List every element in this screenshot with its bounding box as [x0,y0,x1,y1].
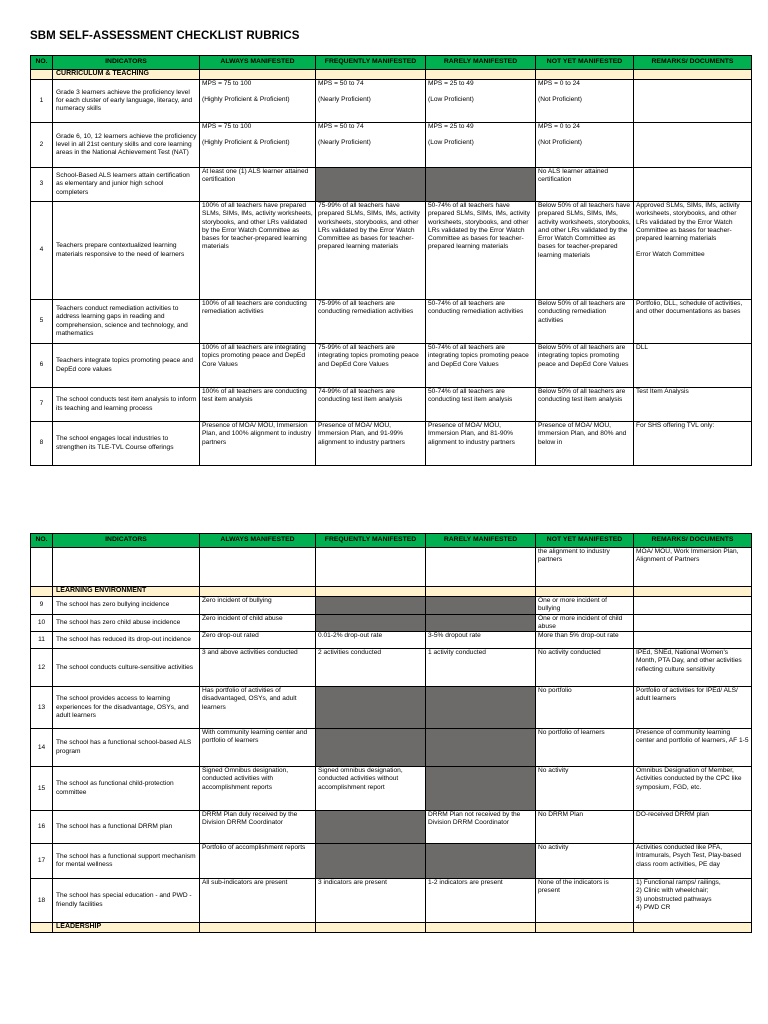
cell-text-line: 100% of all teachers are conducting test item analysis [202,388,307,404]
cell-text-line: (Nearly Proficient) [318,96,371,104]
header-always: ALWAYS MANIFESTED [200,56,316,70]
always-manifested-cell [200,614,316,632]
row-number: 7 [31,388,53,422]
remarks-cell [634,844,752,879]
table-row [31,168,752,202]
header-rarely: RARELY MANIFESTED [426,534,536,548]
cell-text-line: 50-74% of all teachers are conducting test item analysis [428,388,513,404]
cell-text-line: At least one (1) ALS learner attained certification [202,168,309,184]
row-number: 12 [31,649,53,687]
cell-text-line: (Low Proficient) [428,139,474,147]
frequently-manifested-cell-shaded [316,687,426,729]
header-remarks: REMARKS/ DOCUMENTS [634,534,752,548]
indicator-cell: The school has special education - and PWD - friendly facilities [53,879,200,923]
cell-text-line: Below 50% of all teachers are conducting test item analysis [538,388,626,404]
row-number: 3 [31,168,53,202]
document-title: SBM SELF-ASSESSMENT CHECKLIST RUBRICS [30,30,300,42]
cell-text-line: 75-99% of all teachers have prepared SLMs, SIMs, IMs, activity worksheets, storybooks, and other LRs validated by the Error Watch Committee as bases for teacher-prepared learning materials [318,202,420,251]
cell-text-line: All sub-indicators are present [202,879,288,887]
header-no: NO. [31,534,53,548]
cell-text-line: Activities conducted like PFA, Intramurals, Psych Test, Play-based class room activities, PE day [636,844,742,868]
cell-text-line: 1 activity conducted [428,649,486,657]
cell-text-line: 100% of all teachers are conducting remediation activities [202,300,307,316]
cell-text-line: 3-5% dropout rate [428,632,481,640]
section-empty-cell [634,70,752,80]
rarely-manifested-cell [426,388,536,422]
cell-text-line: 3 indicators are present [318,879,387,887]
row-number: 8 [31,422,53,466]
section-label: CURRICULUM & TEACHING [53,70,200,80]
cell-text-line: 74-99% of all teachers are conducting test item analysis [318,388,403,404]
cell-text-line: MPS = 75 to 100 [202,80,252,87]
rarely-manifested-cell-shaded [426,597,536,615]
cell-text-line [318,88,423,96]
always-manifested-cell [200,649,316,687]
section-empty-cell [536,70,634,80]
row-number: 15 [31,767,53,811]
not-yet-manifested-cell [536,548,634,587]
not-yet-manifested-cell [536,767,634,811]
row-number: 18 [31,879,53,923]
section-no-cell [31,923,53,933]
header-not-yet: NOT YET MANIFESTED [536,56,634,70]
table-row [31,632,752,649]
cell-text-line: the alignment to industry partners [538,548,610,564]
remarks-cell [634,597,752,615]
rarely-manifested-cell-shaded [426,614,536,632]
not-yet-manifested-cell [536,202,634,300]
always-manifested-cell [200,80,316,123]
table-row [31,687,752,729]
table-header-row [31,56,752,70]
remarks-cell [634,344,752,388]
cell-text-line: MPS = 75 to 100 [202,123,252,130]
cell-text-line: DRRM Plan duly received by the Division DRRM Coordinator [202,811,298,827]
indicator-cell: The school as functional child-protection committee [53,767,200,811]
not-yet-manifested-cell [536,422,634,466]
rarely-manifested-cell-shaded [426,767,536,811]
remarks-cell [634,548,752,587]
section-empty-cell [200,587,316,597]
remarks-cell [634,687,752,729]
cell-text-line: 3) unobstructed pathways [636,895,712,903]
frequently-manifested-cell [316,300,426,344]
cell-text-line: Portfolio of activities for IPEd/ ALS/ adult learners [636,687,738,703]
cell-text-line: 100% of all teachers have prepared SLMs, SIMs, IMs, activity worksheets, storybooks, and other LRs validated by the Error Watch Committee as bases for teacher-prepared learning materials [202,202,313,251]
cell-text-line: 75-99% of all teachers are integrating topics promoting peace and DepEd Core Values [318,344,419,368]
section-row [31,587,752,597]
section-empty-cell [316,587,426,597]
cell-text-line: 50-74% of all teachers have prepared SLMs, SIMs, IMs, activity worksheets, storybooks, and other LRs validated by the Error Watch Committee as bases for teacher-prepared learning materials [428,202,530,251]
frequently-manifested-cell [316,879,426,923]
frequently-manifested-cell [316,388,426,422]
not-yet-manifested-cell [536,123,634,168]
continuation-empty-cell [426,548,536,587]
indicator-cell: The school conducts test item analysis to inform its teaching and learning process [53,388,200,422]
cell-text-line: No activity [538,767,569,775]
cell-text-line: One or more incident of bullying [538,597,607,613]
remarks-cell [634,811,752,844]
always-manifested-cell [200,632,316,649]
cell-text-line: One or more incident of child abuse [538,614,623,630]
cell-text-line: MPS = 25 to 49 [428,80,474,87]
always-manifested-cell [200,123,316,168]
cell-text-line: Signed omnibus designation, conducted activities without accomplishment report [318,767,403,791]
cell-text-line: (Not Proficient) [538,139,582,147]
table-header-row [31,534,752,548]
not-yet-manifested-cell [536,614,634,632]
remarks-cell [634,729,752,767]
always-manifested-cell [200,300,316,344]
frequently-manifested-cell-shaded [316,614,426,632]
table-row [31,811,752,844]
cell-text-line: 1) Functional ramps/ railings, [636,879,721,887]
frequently-manifested-cell [316,202,426,300]
always-manifested-cell [200,879,316,923]
indicator-cell: The school engages local industries to strengthen its TLE-TVL Course offerings [53,422,200,466]
rarely-manifested-cell [426,123,536,168]
table-row [31,597,752,615]
cell-text-line: Portfolio of accomplishment reports [202,844,306,852]
cell-text-line: No portfolio [538,687,572,695]
header-remarks: REMARKS/ DOCUMENTS [634,56,752,70]
cell-text-line: MPS = 0 to 24 [538,123,580,130]
rarely-manifested-cell [426,300,536,344]
section-label: LEADERSHIP [53,923,200,933]
cell-text-line: 0.01-2% drop-out rate [318,632,383,640]
indicator-cell: Grade 3 learners achieve the proficiency level for each cluster of early language, literacy, and numeracy skills [53,80,200,123]
section-empty-cell [426,70,536,80]
remarks-cell [634,300,752,344]
row-number: 17 [31,844,53,879]
cell-text-line: Omnibus Designation of Member, [636,767,734,775]
cell-text-line: Error Watch Committee [636,251,705,259]
not-yet-manifested-cell [536,811,634,844]
remarks-cell [634,649,752,687]
row-number: 16 [31,811,53,844]
cell-text-line: (Not Proficient) [538,96,582,104]
frequently-manifested-cell [316,632,426,649]
cell-text-line: Below 50% of all teachers have prepared SLMs, SIMs, IMs, activity worksheets, storybooks, and other LRs validated by the Error Watch Committee as bases for teacher-prepared learning materials [538,202,631,259]
cell-text-line: 2) Clinic with wheelchair; [636,887,709,895]
indicator-cell: The school has reduced its drop-out incidence [53,632,200,649]
rarely-manifested-cell-shaded [426,687,536,729]
remarks-cell [634,202,752,300]
always-manifested-cell [200,811,316,844]
section-empty-cell [426,587,536,597]
remarks-cell [634,388,752,422]
continuation-row [31,548,752,587]
cell-text-line: Test Item Analysis [636,388,689,395]
cell-text-line: 3 and above activities conducted [202,649,298,657]
section-no-cell [31,70,53,80]
cell-text-line: No activity conducted [538,649,601,657]
section-empty-cell [634,587,752,597]
indicator-cell: School-Based ALS learners attain certification as elementary and junior high school completers [53,168,200,202]
frequently-manifested-cell [316,344,426,388]
not-yet-manifested-cell [536,729,634,767]
cell-text-line: 4) PWD CR [636,904,671,912]
row-number: 6 [31,344,53,388]
continuation-empty-cell [53,548,200,587]
cell-text-line: Approved SLMs, SIMs, IMs, activity worksheets, storybooks, and other LRs validated by the Error Watch Committee as bases for teacher-prepared learning materials [636,202,740,243]
table-row [31,879,752,923]
indicator-cell: The school has a functional school-based ALS program [53,729,200,767]
row-number: 13 [31,687,53,729]
indicator-cell: The school provides access to learning experiences for the disadvantage, OSYs, and adult learners [53,687,200,729]
rarely-manifested-cell [426,632,536,649]
not-yet-manifested-cell [536,632,634,649]
rarely-manifested-cell-shaded [426,729,536,767]
cell-text-line: 2 activities conducted [318,649,382,657]
always-manifested-cell [200,388,316,422]
table-row [31,344,752,388]
frequently-manifested-cell-shaded [316,844,426,879]
row-number: 9 [31,597,53,615]
cell-text-line: Presence of community learning center and portfolio of learners, AF 1-5 [636,729,749,745]
remarks-cell [634,168,752,202]
cell-text-line [636,243,749,251]
cell-text-line: 75-99% of all teachers are conducting remediation activities [318,300,414,316]
indicator-cell: The school has zero child abuse incidence [53,614,200,632]
remarks-cell [634,614,752,632]
not-yet-manifested-cell [536,344,634,388]
remarks-cell [634,767,752,811]
table-row [31,767,752,811]
continuation-empty-cell [31,548,53,587]
cell-text-line: Portfolio, DLL, schedule of activities, and other documentations as bases [636,300,743,316]
row-number: 1 [31,80,53,123]
frequently-manifested-cell [316,649,426,687]
cell-text-line: Presence of MOA/ MOU, Immersion Plan, and 81-90% alignment to industry partners [428,422,515,446]
indicator-cell: The school has a functional support mechanism for mental wellness [53,844,200,879]
header-frequently: FREQUENTLY MANIFESTED [316,534,426,548]
cell-text-line: MPS = 50 to 74 [318,123,364,130]
header-indicators: INDICATORS [53,534,200,548]
cell-text-line: With community learning center and portfolio of learners [202,729,308,745]
section-empty-cell [536,587,634,597]
always-manifested-cell [200,168,316,202]
header-frequently: FREQUENTLY MANIFESTED [316,56,426,70]
table-row [31,422,752,466]
cell-text-line: MPS = 0 to 24 [538,80,580,87]
table-row [31,614,752,632]
cell-text-line: Presence of MOA/ MOU, Immersion Plan, and 100% alignment to industry partners [202,422,312,446]
continuation-empty-cell [200,548,316,587]
table-row [31,202,752,300]
header-rarely: RARELY MANIFESTED [426,56,536,70]
indicator-cell: Teachers integrate topics promoting peace and DepEd core values [53,344,200,388]
row-number: 10 [31,614,53,632]
row-number: 5 [31,300,53,344]
cell-text-line: MPS = 25 to 49 [428,123,474,130]
header-not-yet: NOT YET MANIFESTED [536,534,634,548]
remarks-cell [634,123,752,168]
section-empty-cell [316,923,426,933]
cell-text-line: More than 5% drop-out rate [538,632,619,640]
cell-text-line: Zero incident of bullying [202,597,272,604]
cell-text-line: Below 50% of all teachers are integrating topics promoting peace and DepEd Core Values [538,344,629,368]
rarely-manifested-cell [426,811,536,844]
not-yet-manifested-cell [536,649,634,687]
row-number: 11 [31,632,53,649]
cell-text-line: Presence of MOA/ MOU, Immersion Plan, and 80% and below in [538,422,627,446]
row-number: 2 [31,123,53,168]
cell-text-line: MPS = 50 to 74 [318,80,364,87]
cell-text-line [202,131,313,139]
cell-text-line: DO-received DRRM plan [636,811,709,819]
frequently-manifested-cell [316,767,426,811]
section-row [31,70,752,80]
remarks-cell [634,80,752,123]
cell-text-line [538,131,631,139]
remarks-cell [634,632,752,649]
cell-text-line: Has portfolio of activities of disadvantaged, OSYs, and adult learners [202,687,297,711]
not-yet-manifested-cell [536,879,634,923]
section-empty-cell [634,923,752,933]
cell-text-line [538,88,631,96]
frequently-manifested-cell-shaded [316,811,426,844]
header-no: NO. [31,56,53,70]
frequently-manifested-cell [316,80,426,123]
rarely-manifested-cell [426,422,536,466]
always-manifested-cell [200,844,316,879]
section-empty-cell [200,70,316,80]
section-no-cell [31,587,53,597]
cell-text-line: DRRM Plan not received by the Division DRRM Coordinator [428,811,521,827]
rarely-manifested-cell [426,344,536,388]
frequently-manifested-cell-shaded [316,729,426,767]
not-yet-manifested-cell [536,388,634,422]
cell-text-line: (Highly Proficient & Proficient) [202,96,290,104]
not-yet-manifested-cell [536,80,634,123]
row-number: 14 [31,729,53,767]
indicator-cell: The school has zero bullying incidence [53,597,200,615]
table-row [31,80,752,123]
section-empty-cell [316,70,426,80]
cell-text-line: Zero incident of child abuse [202,614,283,622]
rubric-table-2 [30,533,752,933]
cell-text-line: No ALS learner attained certification [538,168,609,184]
section-empty-cell [426,923,536,933]
frequently-manifested-cell-shaded [316,168,426,202]
not-yet-manifested-cell [536,844,634,879]
table-row [31,388,752,422]
rarely-manifested-cell [426,202,536,300]
always-manifested-cell [200,687,316,729]
not-yet-manifested-cell [536,597,634,615]
cell-text-line: DLL [636,344,649,351]
cell-text-line: Activities conducted by the CPC like symposium, FGD, etc. [636,775,742,791]
cell-text-line: 1-2 indicators are present [428,879,503,887]
cell-text-line: No activity [538,844,569,852]
indicator-cell: The school conducts culture-sensitive activities [53,649,200,687]
cell-text-line: (Low Proficient) [428,96,474,104]
cell-text-line [318,131,423,139]
indicator-cell: The school has a functional DRRM plan [53,811,200,844]
cell-text-line [202,88,313,96]
indicator-cell: Teachers prepare contextualized learning materials responsive to the need of learners [53,202,200,300]
cell-text-line: 50-74% of all teachers are integrating topics promoting peace and DepEd Core Values [428,344,529,368]
cell-text-line: 100% of all teachers are integrating topics promoting peace and DepEd Core Values [202,344,306,368]
table-row [31,729,752,767]
always-manifested-cell [200,422,316,466]
cell-text-line: Signed Omnibus designation, conducted activities with accomplishment reports [202,767,289,791]
header-indicators: INDICATORS [53,56,200,70]
remarks-cell [634,879,752,923]
cell-text-line: Zero drop-out rated [202,632,259,640]
cell-text-line: MOA/ MOU, Work Immersion Plan, Alignment of Partners [636,548,739,564]
not-yet-manifested-cell [536,168,634,202]
cell-text-line [428,131,533,139]
rarely-manifested-cell-shaded [426,844,536,879]
always-manifested-cell [200,597,316,615]
cell-text-line: (Highly Proficient & Proficient) [202,139,290,147]
cell-text-line: No DRRM Plan [538,811,584,819]
frequently-manifested-cell-shaded [316,597,426,615]
rubric-table-1 [30,55,752,466]
cell-text-line: Presence of MOA/ MOU, Immersion Plan, and 91-99% alignment to industry partners [318,422,405,446]
rarely-manifested-cell [426,649,536,687]
cell-text-line: 50-74% of all teachers are conducting remediation activities [428,300,524,316]
cell-text-line: No portfolio of learners [538,729,605,737]
indicator-cell: Teachers conduct remediation activities to address learning gaps in reading and comprehension, science and technology, and mathematics [53,300,200,344]
not-yet-manifested-cell [536,687,634,729]
rarely-manifested-cell [426,80,536,123]
cell-text-line: IPEd, SNEd, National Women's Month, PTA Day, and other activities reflecting culture sensitivity [636,649,742,673]
always-manifested-cell [200,344,316,388]
cell-text-line: (Nearly Proficient) [318,139,371,147]
table-row [31,844,752,879]
row-number: 4 [31,202,53,300]
remarks-cell [634,422,752,466]
cell-text-line: For SHS offering TVL only: [636,422,715,429]
table-row [31,123,752,168]
cell-text-line: Below 50% of all teachers are conducting remediation activities [538,300,626,324]
not-yet-manifested-cell [536,300,634,344]
section-row [31,923,752,933]
cell-text-line [428,88,533,96]
frequently-manifested-cell [316,422,426,466]
cell-text-line: None of the indicators is present [538,879,609,895]
rarely-manifested-cell [426,879,536,923]
section-label: LEARNING ENVIRONMENT [53,587,200,597]
section-empty-cell [200,923,316,933]
table-row [31,649,752,687]
always-manifested-cell [200,767,316,811]
table-row [31,300,752,344]
section-empty-cell [536,923,634,933]
continuation-empty-cell [316,548,426,587]
always-manifested-cell [200,729,316,767]
frequently-manifested-cell [316,123,426,168]
indicator-cell: Grade 6, 10, 12 learners achieve the proficiency level in all 21st century skills and core learning areas in the National Achievement Test (NAT) [53,123,200,168]
header-always: ALWAYS MANIFESTED [200,534,316,548]
always-manifested-cell [200,202,316,300]
rarely-manifested-cell-shaded [426,168,536,202]
